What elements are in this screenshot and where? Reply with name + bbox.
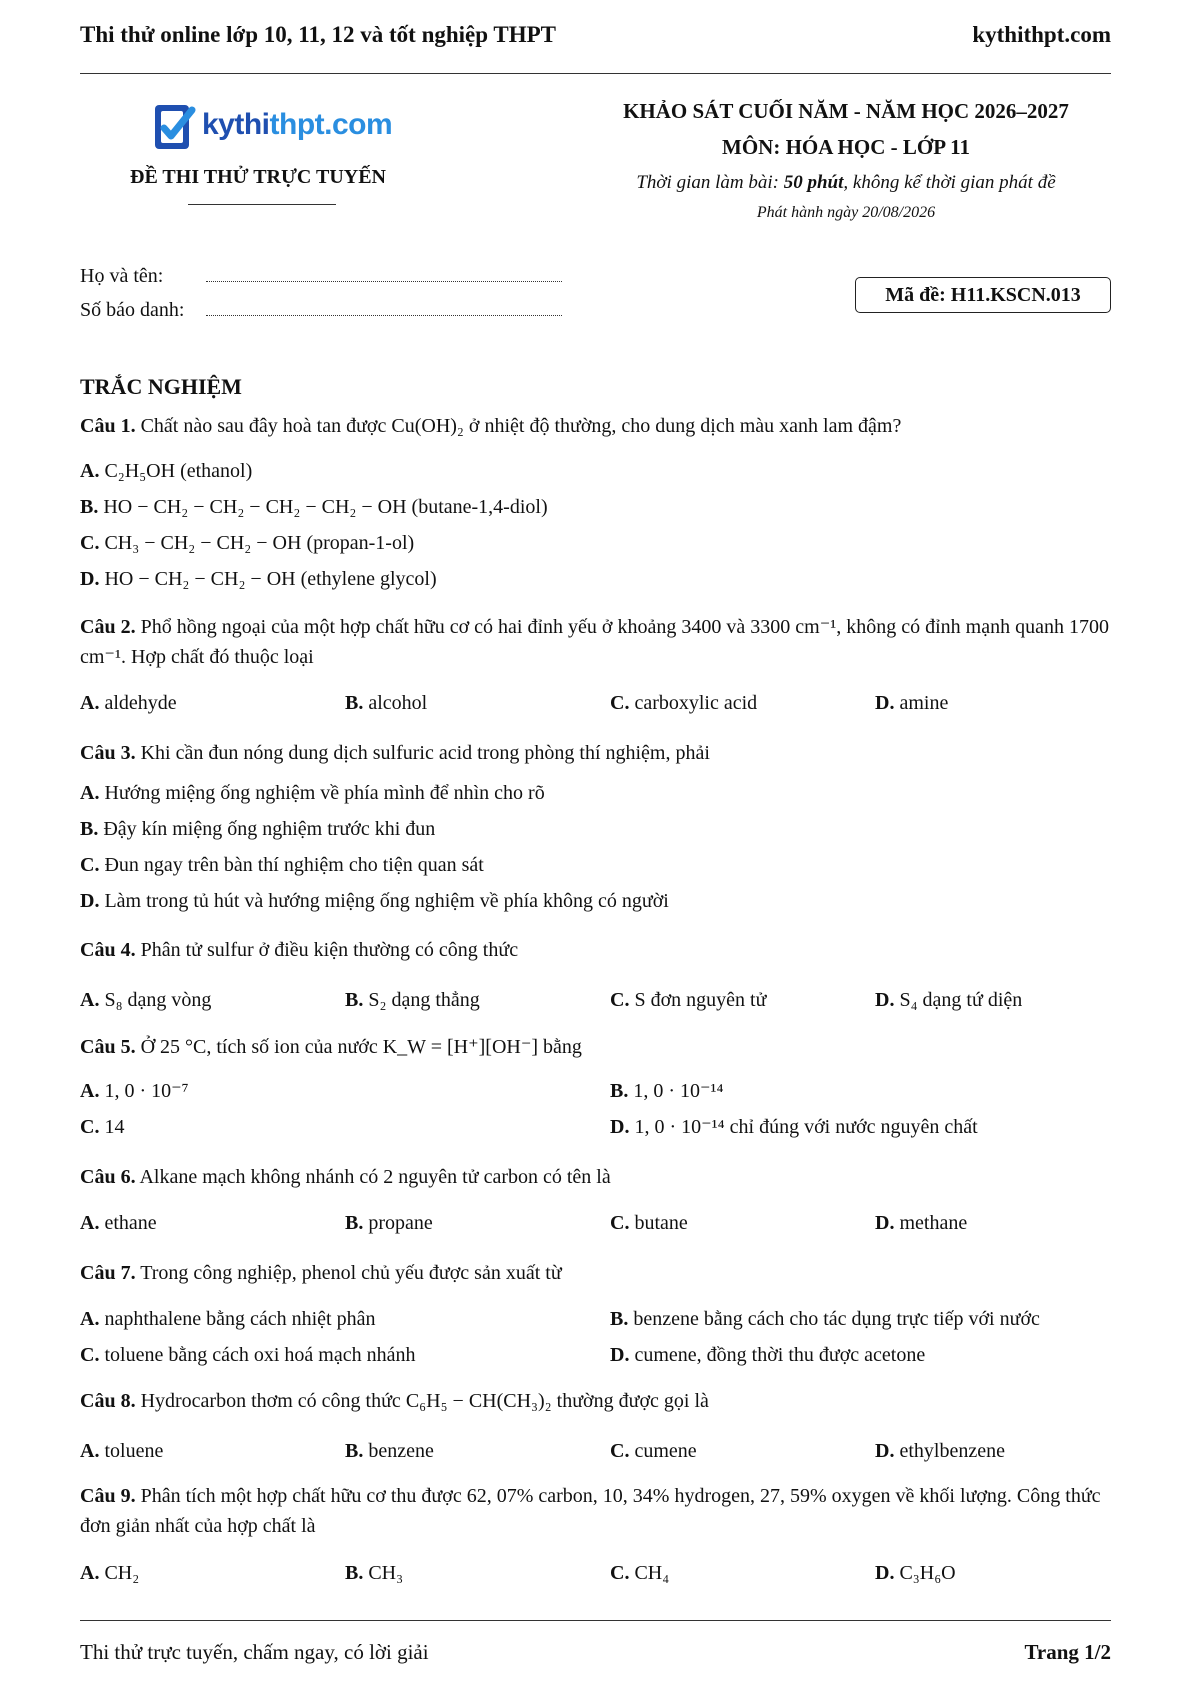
option-text: benzene bằng cách cho tác dụng trực tiếp với nước (633, 1308, 1040, 1330)
option-letter: C. (80, 532, 100, 554)
question-text: Phân tích một hợp chất hữu cơ thu được 62, 07% carbon, 10, 34% hydrogen, 27, 59% oxygen về khối lượng. Công thức đơn giản nhất của hợp chất là (80, 1485, 1101, 1537)
option-letter: C. (610, 989, 630, 1011)
option-letter: B. (345, 1212, 364, 1234)
question-text: Phổ hồng ngoại của một hợp chất hữu cơ có hai đỉnh yếu ở khoảng 3400 và 3300 cm⁻¹, không có đỉnh mạnh quanh 1700 cm⁻¹. Hợp chất đó thuộc loại (80, 616, 1109, 668)
page-header (80, 22, 1111, 56)
question-text: Chất nào sau đây hoà tan được Cu(OH)₂ ở nhiệt độ thường, cho dung dịch màu xanh lam đậm? (140, 415, 902, 437)
question-9-option-a[interactable] (80, 1558, 139, 1588)
option-text: cumene, đồng thời thu được acetone (634, 1344, 926, 1366)
question-9-option-d[interactable] (875, 1558, 956, 1588)
question-8-option-a[interactable] (80, 1436, 163, 1466)
option-text: toluene (104, 1440, 164, 1462)
option-text: ethylbenzene (899, 1440, 1005, 1462)
question-number: Câu 2. (80, 616, 136, 638)
option-letter: B. (610, 1308, 629, 1330)
question-number: Câu 5. (80, 1036, 136, 1058)
question-number: Câu 7. (80, 1262, 136, 1284)
question-number: Câu 8. (80, 1390, 136, 1412)
question-9-option-b[interactable] (345, 1558, 403, 1588)
question-1-option-d[interactable] (80, 564, 437, 594)
option-text: 1, 0 · 10⁻¹⁴ (633, 1080, 724, 1102)
option-letter: D. (875, 1562, 895, 1584)
exam-title-block (546, 96, 1146, 226)
section-title: TRẮC NGHIỆM (80, 374, 242, 399)
question-8-option-d[interactable] (875, 1436, 1005, 1466)
option-text: amine (899, 692, 949, 714)
header-left-text: Thi thử online lớp 10, 11, 12 và tốt nghiệp THPT (80, 22, 556, 47)
question-9 (80, 1481, 1111, 1541)
option-text: Làm trong tủ hút và hướng miệng ống nghiệm về phía không có người (104, 890, 669, 912)
option-letter: B. (345, 989, 364, 1011)
option-text: Đậy kín miệng ống nghiệm trước khi đun (103, 818, 436, 840)
option-letter: D. (80, 890, 100, 912)
question-number: Câu 6. (80, 1166, 136, 1188)
logo-wordmark (202, 108, 392, 142)
question-number: Câu 4. (80, 939, 136, 961)
option-letter: D. (610, 1344, 630, 1366)
option-letter: A. (80, 1080, 100, 1102)
option-text: HO − CH₂ − CH₂ − CH₂ − CH₂ − OH (butane-1,4-diol) (103, 496, 548, 518)
exam-page (80, 0, 1111, 1684)
candidate-id-label: Số báo danh: (80, 299, 185, 321)
option-text: aldehyde (104, 692, 177, 714)
header-divider (80, 73, 1111, 74)
option-text: S đơn nguyên tử (634, 989, 767, 1011)
issue-date: Phát hành ngày 20/08/2026 (756, 204, 936, 221)
option-text: S₄ dạng tứ diện (899, 989, 1023, 1011)
option-text: carboxylic acid (634, 692, 758, 714)
option-letter: A. (80, 1440, 100, 1462)
question-number: Câu 1. (80, 415, 136, 437)
footer-slogan: Thi thử trực tuyến, chấm ngay, có lời giải (80, 1640, 429, 1664)
question-3-option-d[interactable] (80, 886, 669, 916)
question-2-option-c[interactable] (610, 688, 757, 718)
question-6-option-d[interactable] (875, 1208, 967, 1238)
duration-value: 50 phút (783, 172, 844, 193)
question-text: Hydrocarbon thơm có công thức C₆H₅ − CH(CH₃)₂ thường được gọi là (140, 1390, 709, 1412)
site-logo (152, 100, 412, 156)
option-letter: D. (875, 1440, 895, 1462)
exam-subject: MÔN: HÓA HỌC - LỚP 11 (722, 135, 970, 159)
question-3-option-c[interactable] (80, 850, 484, 880)
option-letter: A. (80, 989, 100, 1011)
question-2-option-d[interactable] (875, 688, 948, 718)
option-text: Hướng miệng ống nghiệm về phía mình để nhìn cho rõ (104, 782, 545, 804)
question-8 (80, 1386, 1111, 1416)
duration-suffix: , không kể thời gian phát đề (843, 172, 1056, 193)
option-text: C₂H₅OH (ethanol) (104, 460, 253, 482)
question-1-option-c[interactable] (80, 528, 414, 558)
option-letter: B. (345, 1440, 364, 1462)
question-text: Khi cần đun nóng dung dịch sulfuric acid trong phòng thí nghiệm, phải (140, 742, 710, 764)
candidate-id-dotted-line[interactable] (206, 315, 562, 316)
question-4-option-a[interactable] (80, 985, 211, 1015)
option-text: methane (899, 1212, 968, 1234)
question-2-option-b[interactable] (345, 688, 427, 718)
option-text: CH₄ (634, 1562, 670, 1584)
option-letter: B. (610, 1080, 629, 1102)
option-text: Đun ngay trên bàn thí nghiệm cho tiện quan sát (104, 854, 484, 876)
option-text: butane (634, 1212, 688, 1234)
online-label-underline (188, 204, 336, 205)
question-7 (80, 1258, 1111, 1288)
question-6-option-a[interactable] (80, 1208, 157, 1238)
question-3-option-a[interactable] (80, 778, 545, 808)
question-7-option-a[interactable] (80, 1304, 375, 1334)
question-6-option-c[interactable] (610, 1208, 688, 1238)
logo-part-1: kythi (202, 108, 270, 141)
logo-check-icon (152, 102, 198, 152)
question-3 (80, 738, 1111, 768)
page-number: Trang 1/2 (1024, 1640, 1111, 1664)
option-letter: C. (80, 1116, 100, 1138)
option-letter: C. (610, 692, 630, 714)
option-letter: A. (80, 1212, 100, 1234)
option-letter: B. (345, 1562, 364, 1584)
option-text: benzene (368, 1440, 434, 1462)
question-5-option-d[interactable] (610, 1112, 978, 1142)
header-site-name: kythithpt.com (972, 22, 1111, 47)
option-text: 14 (104, 1116, 125, 1138)
question-1 (80, 411, 1111, 441)
option-letter: A. (80, 692, 100, 714)
option-text: cumene (634, 1440, 697, 1462)
question-7-option-d[interactable] (610, 1340, 925, 1370)
option-letter: B. (80, 818, 99, 840)
question-text: Phân tử sulfur ở điều kiện thường có công thức (140, 939, 519, 961)
option-letter: D. (875, 989, 895, 1011)
option-letter: C. (80, 854, 100, 876)
question-6 (80, 1162, 1111, 1192)
question-5-option-a[interactable] (80, 1076, 189, 1106)
name-dotted-line[interactable] (206, 281, 562, 282)
option-letter: D. (875, 1212, 895, 1234)
option-letter: D. (80, 568, 100, 590)
question-6-option-b[interactable] (345, 1208, 433, 1238)
question-4-option-c[interactable] (610, 985, 766, 1015)
question-text: Ở 25 °C, tích số ion của nước K_W = [H⁺][OH⁻] bằng (140, 1036, 582, 1058)
option-text: ethane (104, 1212, 157, 1234)
duration-prefix: Thời gian làm bài: (636, 172, 784, 193)
exam-title: KHẢO SÁT CUỐI NĂM - NĂM HỌC 2026–2027 (623, 99, 1069, 123)
question-1-option-a[interactable] (80, 456, 252, 486)
option-letter: C. (80, 1344, 100, 1366)
option-letter: B. (345, 692, 364, 714)
option-text: 1, 0 · 10⁻¹⁴ chỉ đúng với nước nguyên chất (634, 1116, 978, 1138)
option-letter: A. (80, 460, 100, 482)
footer-divider (80, 1620, 1111, 1621)
option-letter: D. (610, 1116, 630, 1138)
question-5-option-c[interactable] (80, 1112, 124, 1142)
option-text: C₃H₆O (899, 1562, 956, 1584)
option-letter: C. (610, 1440, 630, 1462)
question-number: Câu 9. (80, 1485, 136, 1507)
question-1-option-b[interactable] (80, 492, 548, 522)
question-text: Alkane mạch không nhánh có 2 nguyên tử carbon có tên là (139, 1166, 611, 1188)
exam-code-box: Mã đề: H11.KSCN.013 (855, 277, 1111, 313)
option-letter: A. (80, 1308, 100, 1330)
question-5 (80, 1032, 1111, 1062)
candidate-id-field[interactable] (80, 299, 184, 322)
exam-duration (546, 168, 1146, 200)
option-letter: C. (610, 1212, 630, 1234)
option-text: HO − CH₂ − CH₂ − OH (ethylene glycol) (104, 568, 437, 590)
option-letter: A. (80, 782, 100, 804)
option-text: CH₃ (368, 1562, 404, 1584)
question-5-option-b[interactable] (610, 1076, 724, 1106)
option-text: CH₃ − CH₂ − CH₂ − OH (propan-1-ol) (104, 532, 415, 554)
question-4-option-d[interactable] (875, 985, 1022, 1015)
option-text: naphthalene bằng cách nhiệt phân (104, 1308, 376, 1330)
option-letter: A. (80, 1562, 100, 1584)
question-8-option-b[interactable] (345, 1436, 434, 1466)
question-2 (80, 612, 1111, 672)
name-field[interactable] (80, 265, 163, 288)
question-7-option-c[interactable] (80, 1340, 415, 1370)
option-text: S₂ dạng thẳng (368, 989, 480, 1011)
question-7-option-b[interactable] (610, 1304, 1040, 1334)
option-letter: B. (80, 496, 99, 518)
question-4-option-b[interactable] (345, 985, 480, 1015)
logo-part-2: thpt.com (269, 108, 393, 141)
question-3-option-b[interactable] (80, 814, 435, 844)
question-number: Câu 3. (80, 742, 136, 764)
online-exam-label: ĐỀ THI THỬ TRỰC TUYẾN (130, 166, 386, 188)
option-text: 1, 0 · 10⁻⁷ (104, 1080, 189, 1102)
question-8-option-c[interactable] (610, 1436, 697, 1466)
question-text: Trong công nghiệp, phenol chủ yếu được sản xuất từ (140, 1262, 562, 1284)
question-2-option-a[interactable] (80, 688, 177, 718)
option-text: S₈ dạng vòng (104, 989, 212, 1011)
option-letter: C. (610, 1562, 630, 1584)
question-4 (80, 935, 1111, 965)
question-9-option-c[interactable] (610, 1558, 669, 1588)
option-text: toluene bằng cách oxi hoá mạch nhánh (104, 1344, 416, 1366)
option-text: propane (368, 1212, 433, 1234)
option-letter: D. (875, 692, 895, 714)
option-text: alcohol (368, 692, 428, 714)
name-label: Họ và tên: (80, 265, 164, 287)
option-text: CH₂ (104, 1562, 140, 1584)
